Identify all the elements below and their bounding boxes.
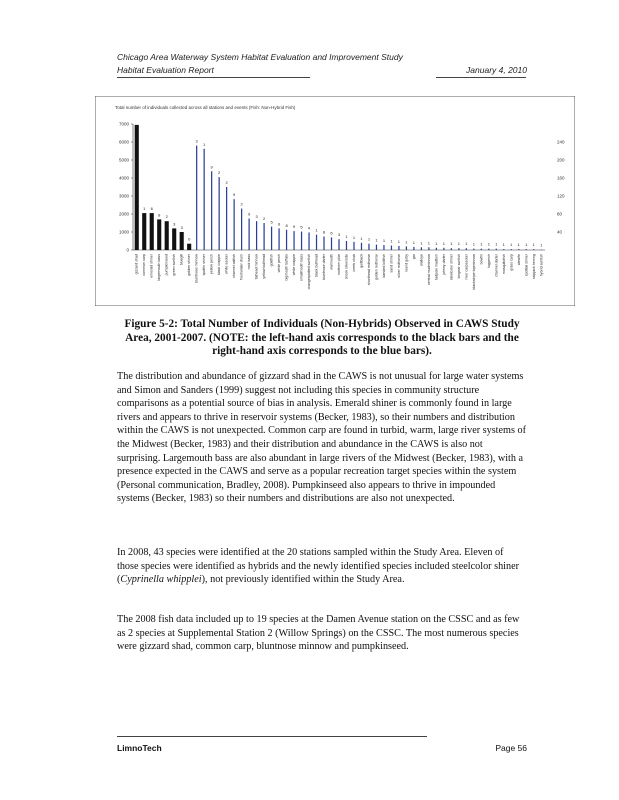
category-label-50: mosquitofish	[501, 254, 506, 275]
data-label-14: 9	[233, 192, 236, 198]
blue-bar-27	[331, 237, 332, 250]
blue-bar-32	[368, 244, 369, 250]
category-label-3: emerald shiner	[149, 254, 154, 278]
right-tick-label: 40	[557, 229, 563, 235]
category-label-24: orangespotted sunfish	[307, 254, 312, 290]
category-label-35: sand shiner	[389, 254, 394, 273]
chart-title: Total number of individuals collected across all stations and events (Fish: Non-Hybrid Fish)	[115, 105, 296, 110]
data-label-40: 1	[427, 240, 431, 246]
data-label-43: 1	[450, 241, 453, 247]
report-header-date: January 4, 2010	[466, 65, 527, 75]
blue-bar-19	[271, 227, 272, 250]
category-label-39: walleye	[419, 254, 424, 266]
blue-bar-33	[376, 245, 377, 250]
data-label-51: 1	[510, 242, 513, 248]
category-label-40: central mudminnow	[426, 254, 431, 286]
category-label-22: white crappie	[292, 254, 297, 276]
data-label-1: 1	[135, 124, 138, 129]
data-label-3: 6	[150, 206, 153, 212]
blue-bar-22	[293, 231, 294, 250]
blue-bar-25	[316, 235, 317, 250]
category-label-26: bluntnose darter	[322, 254, 327, 280]
data-label-6: 3	[173, 221, 176, 227]
category-label-31: quillback	[359, 254, 364, 268]
header-divider-right	[436, 77, 526, 78]
category-label-32: shorthead redhorse	[366, 254, 371, 286]
paragraph-2008-fish-data: The 2008 fish data included up to 19 species at the Damen Avenue station on the CSSC and as few as 2 species at Supplemental Station 2 (Willow Springs) on the CSSC. The most numerous species were gizzard shad, common carp, bluntnose minnow and pumpkinseed.	[117, 614, 520, 653]
black-bar-5	[165, 221, 169, 250]
category-label-54: skipjack herring	[531, 254, 536, 279]
blue-bar-44	[458, 248, 459, 250]
category-label-30: creek chub	[351, 254, 356, 272]
p2-text-after: ), not previously identified within the Study Area.	[201, 574, 405, 586]
data-label-8: 0	[188, 236, 191, 242]
data-label-28: 3	[337, 232, 341, 238]
category-label-19: goldfish	[269, 254, 274, 267]
blue-bar-29	[346, 241, 347, 250]
data-label-33: 1	[375, 237, 378, 243]
data-label-31: 1	[360, 235, 363, 241]
category-label-52: alewife	[516, 254, 521, 266]
category-label-51: grass carp	[509, 254, 514, 271]
blue-bar-12	[219, 177, 220, 250]
left-tick-label: 1000	[118, 229, 129, 235]
p2-species-name: Cyprinella whipplei	[120, 574, 202, 586]
blue-bar-42	[443, 248, 444, 250]
data-label-27: 6	[330, 230, 333, 236]
data-label-24: 4	[307, 225, 311, 231]
data-label-45: 1	[465, 241, 468, 247]
data-label-15: 2	[240, 201, 243, 207]
footer-company: LimnoTech	[117, 743, 162, 753]
data-label-22: 9	[292, 224, 296, 230]
category-label-2: common carp	[142, 254, 147, 276]
category-label-41: tadpole madtom	[434, 254, 439, 280]
data-label-7: 3	[180, 225, 183, 230]
category-label-15: freshwater drum	[239, 254, 244, 280]
category-label-23: smallmouth bass	[299, 254, 304, 281]
blue-bar-23	[301, 232, 302, 250]
category-label-4: largemouth bass	[157, 254, 162, 281]
data-label-4: 8	[158, 212, 161, 218]
category-label-38: gar	[411, 254, 416, 260]
black-bar-7	[180, 232, 184, 250]
data-label-44: 1	[457, 241, 460, 247]
paragraph-species-distribution: The distribution and abundance of gizzard shad in the CAWS is not unusual for large water systems and Simon and Sanders (1999) suggest not including this species in community structure comparisons as a potential source of bias in analysis. Emerald shiner is commonly found in large rivers and appears to thrive in reservoir systems (Becker, 1983), so their numbers and distribution within the CAWS is not unexpected. Common carp are found in turbid, warm, large river systems of the Midwest (Becker, 1983) and their distribution and abundance in the CAWS is also not surprising. Largemouth bass are also abundant in large rivers of the Midwest (Becker, 1983), with a presence expected in the CAWS and serve as a popular recreation target species within the system (Personal communication, Bradley, 2008). Pumpkinseed also appears to thrive in impounded systems (Becker, 1983) so their numbers and distributions are also not unexpected.	[117, 371, 526, 505]
blue-bar-30	[353, 242, 354, 250]
category-label-7: bluegill	[179, 254, 184, 266]
blue-bar-28	[338, 239, 339, 250]
data-label-30: 1	[352, 234, 356, 240]
blue-bar-54	[533, 249, 534, 250]
category-label-43: steelcolor shiner	[449, 254, 454, 281]
species-abundance-chart	[95, 96, 575, 306]
category-label-11: yellow perch	[209, 254, 214, 274]
blue-bar-10	[204, 149, 205, 250]
data-label-46: 1	[472, 241, 475, 247]
data-label-25: 1	[315, 227, 318, 233]
data-label-11: 9	[210, 164, 213, 170]
category-label-49: channel darter	[494, 254, 499, 277]
figure-caption: Figure 5-2: Total Number of Individuals (Non-Hybrids) Observed in CAWS Study Area, 2001-2007. (NOTE: the left-hand axis corresponds to the black bars and the right-hand axis corresponds to the blue bars).	[124, 318, 520, 357]
black-bar-1	[135, 125, 139, 250]
category-label-42: johnny darter	[441, 254, 446, 275]
data-label-21: 8	[285, 222, 288, 228]
report-header-title: Chicago Area Waterway System Habitat Evaluation and Improvement Study	[117, 52, 403, 62]
left-tick-label: 5000	[118, 157, 129, 163]
footer-page-number: Page 56	[495, 743, 527, 753]
blue-bar-20	[278, 228, 279, 250]
category-label-9: bluntnose minnow	[194, 254, 199, 283]
blue-bar-40	[428, 247, 429, 250]
blue-bar-31	[361, 243, 362, 250]
blue-bar-36	[398, 246, 399, 250]
p2-text-before: In 2008, 43 species were identified at the 20 stations sampled within the Study Area. Eleven of those species were identified as hybrids and the newly identified species included steelcolor shiner (	[117, 547, 519, 586]
category-label-25: black bullhead	[314, 254, 319, 277]
blue-bar-47	[481, 249, 482, 250]
right-tick-label: 240	[557, 139, 565, 145]
data-label-48: 1	[487, 241, 490, 247]
category-label-13: white sucker	[224, 254, 229, 274]
blue-bar-34	[383, 245, 384, 250]
blue-bar-52	[518, 249, 519, 250]
right-tick-label: 80	[557, 211, 563, 217]
blue-bar-26	[323, 237, 324, 251]
blue-bar-18	[263, 223, 264, 250]
data-label-13: 2	[225, 180, 228, 185]
blue-bar-46	[473, 249, 474, 250]
left-tick-label: 6000	[118, 139, 129, 145]
blue-bar-48	[488, 249, 489, 250]
data-label-53: 1	[525, 242, 528, 248]
header-divider	[117, 77, 310, 78]
data-label-32: 1	[367, 236, 371, 242]
blue-bar-53	[526, 249, 527, 250]
blue-bar-50	[503, 249, 504, 250]
black-bar-2	[142, 213, 146, 250]
data-label-5: 2	[165, 214, 168, 220]
blue-bar-15	[241, 209, 242, 250]
category-label-46: blackstripe topminnow	[471, 254, 476, 290]
data-label-42: 1	[442, 240, 445, 246]
left-tick-label: 2000	[118, 211, 129, 217]
category-label-10: spotfin shiner	[202, 254, 207, 276]
data-label-47: 1	[480, 241, 483, 247]
data-label-17: 3	[255, 214, 258, 220]
category-label-53: spottail shiner	[524, 254, 529, 277]
category-label-55: hybrid sunfish	[539, 254, 544, 277]
data-label-29: 1	[345, 234, 348, 239]
black-bar-3	[150, 213, 154, 250]
blue-bar-37	[406, 246, 407, 250]
category-label-33: golden redhorse	[374, 254, 379, 280]
data-label-49: 1	[495, 241, 498, 247]
data-label-23: 5	[300, 224, 303, 230]
blue-bar-49	[496, 249, 497, 250]
blue-bar-14	[234, 199, 235, 250]
data-label-19: 5	[270, 219, 273, 225]
blue-bar-51	[511, 249, 512, 250]
category-label-1: gizzard shad	[134, 254, 139, 275]
category-label-27: warmouth	[329, 254, 334, 270]
blue-bar-11	[211, 171, 212, 250]
blue-bar-13	[226, 187, 227, 250]
category-label-44: longear sunfish	[456, 254, 461, 279]
category-label-14: channel catfish	[232, 254, 237, 278]
data-label-52: 1	[517, 242, 520, 248]
left-tick-label: 4000	[118, 175, 129, 181]
data-label-9: 3	[195, 138, 198, 144]
data-label-16: 9	[247, 211, 251, 217]
blue-bar-21	[286, 230, 287, 250]
data-label-37: 1	[405, 239, 408, 245]
category-label-18: yellow bullhead	[262, 254, 267, 279]
category-label-5: pumpkinseed	[164, 254, 169, 276]
category-label-6: green sunfish	[172, 254, 177, 276]
category-label-28: northern pike	[337, 254, 341, 275]
category-label-16: rock bass	[247, 254, 252, 270]
data-label-10: 1	[203, 141, 206, 147]
blue-bar-16	[248, 219, 249, 251]
data-label-12: 2	[218, 170, 221, 176]
category-label-47: bowfin	[479, 254, 484, 265]
report-header-subtitle: Habitat Evaluation Report	[117, 65, 214, 75]
left-tick-label: 0	[126, 247, 129, 253]
black-bar-8	[187, 244, 191, 250]
blue-bar-41	[436, 248, 437, 250]
left-tick-label: 3000	[118, 193, 129, 199]
data-label-2: 1	[143, 206, 146, 212]
right-tick-label: 120	[557, 193, 565, 199]
data-label-39: 1	[420, 240, 423, 246]
data-label-34: 1	[382, 238, 386, 244]
data-label-55: 1	[540, 242, 543, 248]
blue-bar-35	[391, 246, 392, 251]
data-label-20: 6	[277, 221, 281, 227]
data-label-50: 1	[502, 242, 505, 248]
data-label-36: 1	[397, 238, 401, 244]
category-label-29: brook silverside	[344, 254, 349, 279]
data-label-18: 2	[262, 216, 266, 221]
category-label-17: fathead minnow	[254, 254, 259, 280]
data-label-26: 8	[322, 229, 326, 235]
blue-bar-45	[466, 248, 467, 250]
blue-bar-55	[541, 250, 542, 251]
category-label-21: bigmouth buffalo	[284, 254, 289, 281]
category-label-48: logperch	[486, 254, 491, 268]
data-label-41: 1	[435, 240, 438, 246]
category-label-45: river carpsucker	[464, 254, 469, 280]
right-tick-label: 200	[557, 157, 565, 163]
right-tick-label: 160	[557, 175, 565, 181]
footer-divider	[117, 736, 427, 737]
blue-bar-38	[413, 247, 414, 250]
data-label-54: 1	[532, 242, 535, 248]
data-label-38: 1	[412, 239, 416, 245]
blue-bar-43	[451, 248, 452, 250]
paragraph-2008-species	[117, 546, 527, 587]
black-bar-6	[172, 228, 176, 250]
black-bar-4	[157, 219, 161, 250]
category-label-12: black crappie	[217, 254, 222, 276]
blue-bar-24	[308, 232, 309, 250]
blue-bar-9	[196, 146, 197, 250]
category-label-8: golden shiner	[187, 254, 192, 276]
data-label-35: 1	[390, 238, 393, 244]
category-label-20: white perch	[277, 254, 282, 273]
blue-bar-17	[256, 221, 257, 250]
category-label-37: round goby	[404, 254, 409, 272]
left-tick-label: 7000	[118, 121, 129, 127]
category-label-36: silver redhorse	[396, 254, 401, 278]
category-label-34: banded killifish	[381, 254, 386, 278]
blue-bar-39	[421, 247, 422, 250]
